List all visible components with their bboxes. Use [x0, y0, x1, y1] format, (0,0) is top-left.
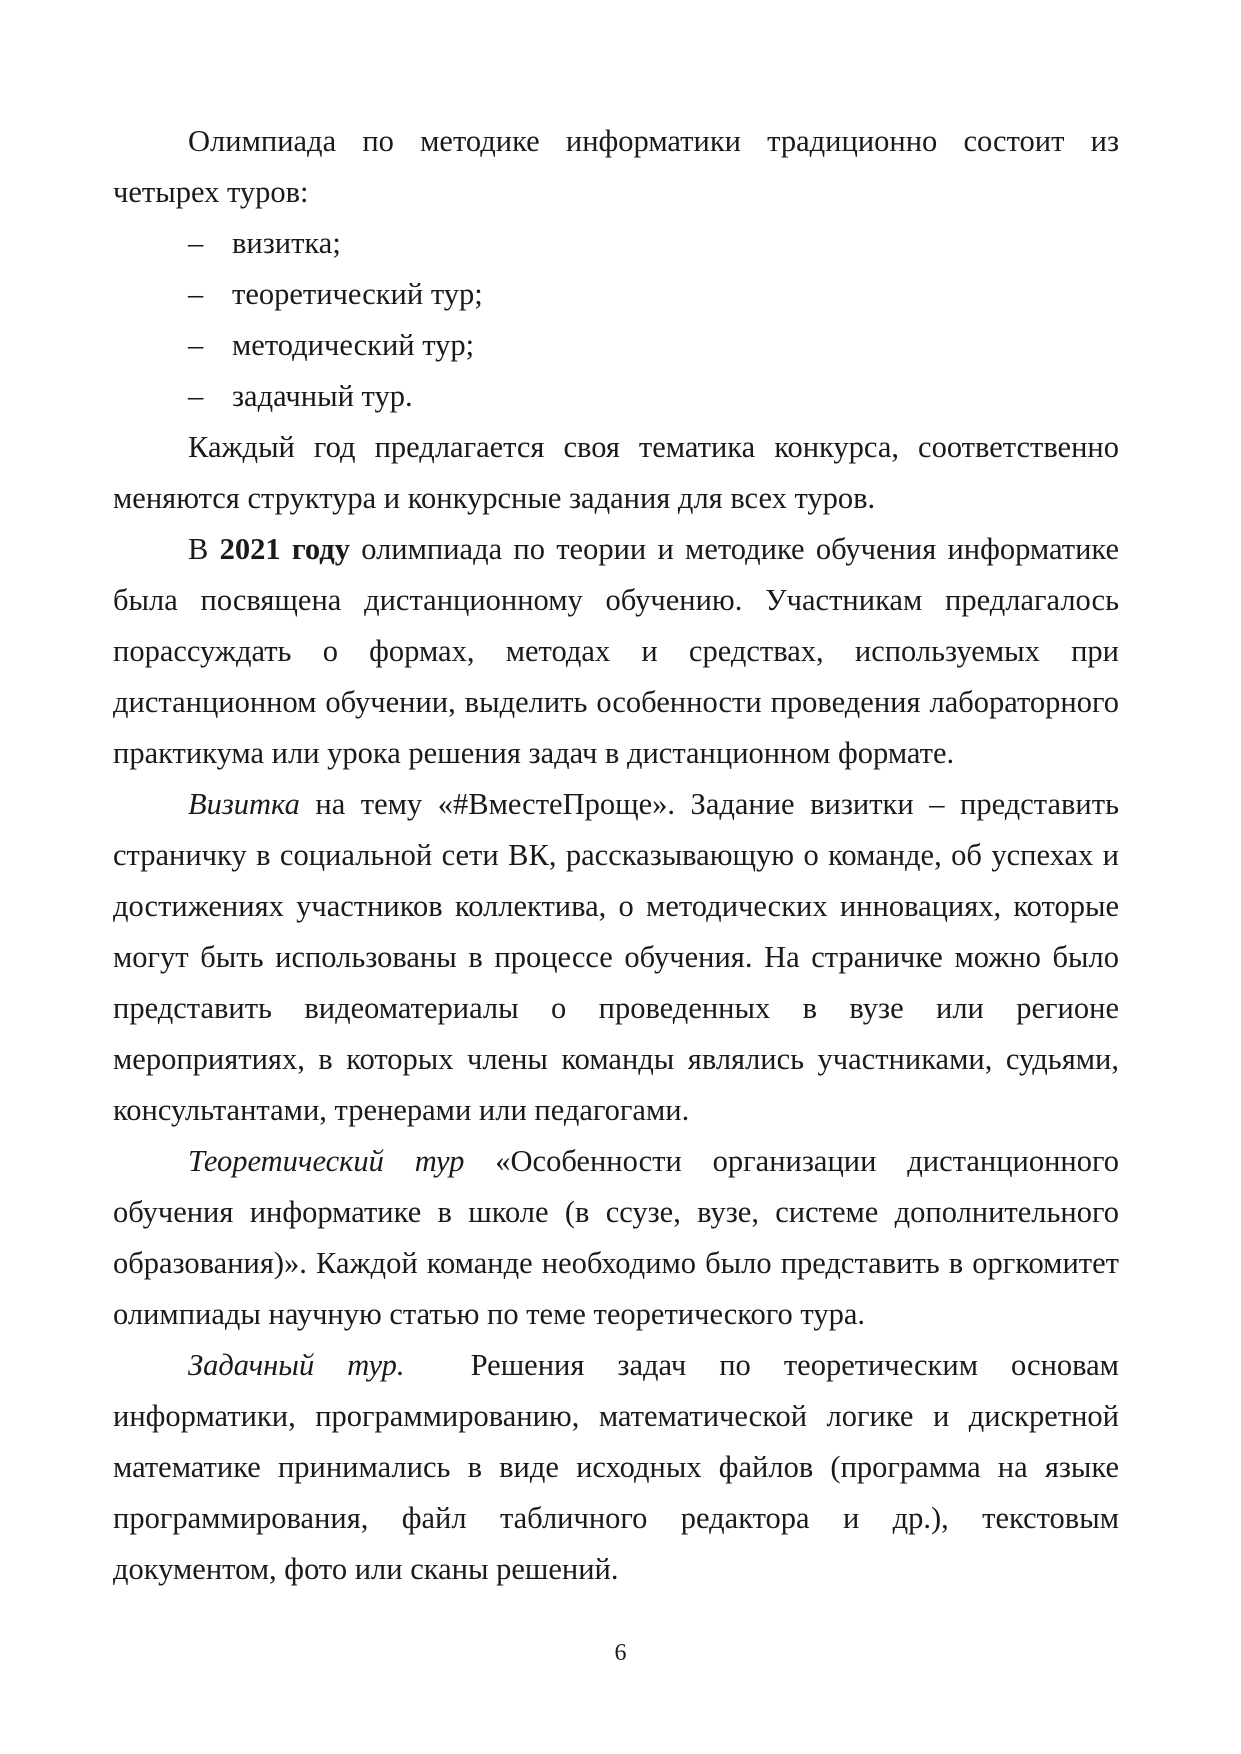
vizitka-paragraph — [113, 779, 1119, 1136]
task-text: Решения задач по теоретическим основам информатики, программированию, математической логике и дискретной математике принимались в виде исходных файлов (программа на языке программирования, файл табличного редактора и др.), текстовым документом, фото или сканы решений. — [113, 1348, 1127, 1586]
tours-list — [113, 218, 1119, 422]
theory-paragraph — [113, 1136, 1119, 1340]
list-item-label: теоретический тур; — [232, 277, 483, 311]
intro-text: Олимпиада по методике информатики традиционно состоит из четырех туров: — [113, 124, 1119, 209]
task-term: Задачный тур. — [188, 1348, 405, 1382]
theory-term: Теоретический тур — [188, 1144, 465, 1178]
list-item-label: задачный тур. — [232, 379, 413, 413]
dash-bullet: – — [188, 277, 204, 311]
dash-bullet: – — [188, 379, 204, 413]
intro-paragraph — [113, 116, 1119, 218]
theory-text: «Особенности организации дистанционного обучения информатике в школе (в ссузе, вузе, системе дополнительного образования)». Каждой команде необходимо было представить в оргкомитет олимпиады научную статью по теме теоретического тура. — [113, 1144, 1119, 1331]
dash-bullet: – — [188, 328, 204, 362]
task-paragraph — [113, 1340, 1127, 1595]
list-item-label: визитка; — [232, 226, 341, 260]
vizitka-term: Визитка — [188, 787, 300, 821]
list-item-label: методический тур; — [232, 328, 475, 362]
vizitka-text: на тему «#ВместеПроще». Задание визитки – представить страничку в социальной сети ВК, рассказывающую о команде, об успехах и достижениях участников коллектива, о методических инновациях, которые могут быть использованы в процессе обучения. На страничке можно было представить видеоматериалы о проведенных в вузе или регионе мероприятиях, в которых члены команды являлись участниками, судьями, консультантами, тренерами или педагогами. — [113, 787, 1119, 1127]
list-item — [113, 218, 1119, 269]
theme-paragraph — [113, 422, 1119, 524]
dash-bullet: – — [188, 226, 204, 260]
year-highlight: 2021 году — [219, 532, 350, 566]
list-item — [113, 371, 1119, 422]
year-prefix: В — [188, 532, 220, 566]
document-page — [113, 116, 1127, 1595]
list-item — [113, 269, 1119, 320]
page-number: 6 — [614, 1640, 627, 1666]
year-paragraph — [113, 524, 1119, 779]
theme-text: Каждый год предлагается своя тематика конкурса, соответственно меняются структура и конкурсные задания для всех туров. — [113, 430, 1119, 515]
list-item — [113, 320, 1119, 371]
year-text: олимпиада по теории и методике обучения информатике была посвящена дистанционному обучению. Участникам предлагалось порассуждать о формах, методах и средствах, используемых при дистанционном обучении, выделить особенности проведения лабораторного практикума или урока решения задач в дистанционном формате. — [113, 532, 1120, 770]
